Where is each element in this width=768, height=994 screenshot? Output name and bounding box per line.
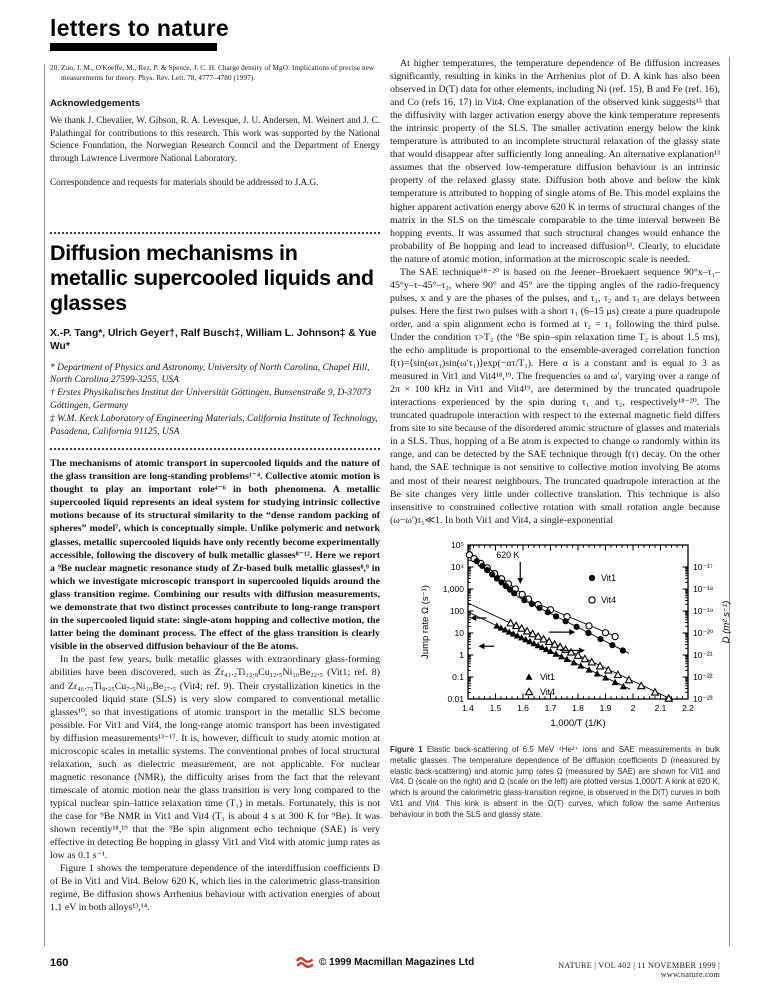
body-paragraph: The SAE technique¹⁸⁻²⁰ is based on the Jeener–Broekaert sequence 90°x–τ₁–45°y–τ–45°–τ₂, where 90° and 45° are the tipping angles of the radio-frequency pulses, x and y are the phases of the pulses, and τ₁, τ₂ and τ₃ are delays between pulses. Here the first two pulses with a short τ₁ (6–15 μs) create a pure quadrupole order, and a spin alignment echo is formed at τ₂ = τ₁ following the third pulse. Under the condition τ>T₂ (the ⁹Be spin–spin relaxation time T₂ is about 1.5 ms), the echo amplitude is proportional to the ensemble-averaged correlation function f(τ)=⟨sin(ωτ₁)sin(ω′τ₁)⟩exp(−ατ/T₁). Here α is a constant and is equal to 3 as measured in Vit1 and Vit4¹⁸,¹⁹. The frequencies ω and ω′, varying over a range of 2π × 100 kHz in Vit1 and Vit4¹⁹, are determined by the truncated quadrupole interactions experienced by the spin during τ₁ and τ₂, respectively¹⁸⁻²⁰. The truncated quadrupole interaction with respect to the external magnetic field differs from site to site because of the disordered atomic structure of glasses and materials in a SLS. Thus, hopping of a Be atom is expected to change ω randomly within its range, and can be detected by the SAE technique through f(τ) decay. On the other hand, the SAE technique is not sensitive to collective motion involving Be atoms and most of their nearest neighbours. The truncated quadrupole interaction at the Be site changes very little under collective translation. This technique is also insensitive to constrained collective rotation with small rotation angle because (ω−ω′)τ₁≪1. In both Vit1 and Vit4, a single-exponential: [390, 266, 720, 526]
dotted-divider: [50, 232, 380, 234]
figure-caption-text: Elastic back-scattering of 6.5 MeV ⁴He²⁺ ions and SAE measurements in bulk metallic glasses. The temperature dependence of Be diffusion coefficients D (measured by elastic back-scattering) and atomic jump rates Ω (measured by SAE) are shown for Vit1 and Vit4. D (scale on the right) and Ω (scale on the left) are plotted versus 1,000/T. A kink at 620 K, which is around the calorimetric glass-transition regime, is observed in the D(T) curves in both Vit1 and Vit4. This kink is absent in the Ω(T) curves, which follow the same Arrhenius behaviour in both the SLS and glassy state.: [390, 744, 721, 820]
svg-text:Vit4: Vit4: [540, 686, 555, 697]
svg-text:10⁻²³: 10⁻²³: [693, 693, 713, 704]
svg-text:10⁵: 10⁵: [451, 539, 464, 550]
y-axis-right-label: D (m² s⁻¹): [721, 600, 732, 643]
svg-text:2.1: 2.1: [654, 702, 667, 713]
legend-bottom: [526, 672, 556, 697]
svg-text:1.7: 1.7: [544, 702, 557, 713]
body-paragraph: Figure 1 shows the temperature dependence of the interdiffusion coefficients D of Be in Vit1 and Vit4. Below 620 K, which lies in the calorimetric glass-transition regime, Be diffusion shows Arrhenius behaviour with activation energies of about 1.1 eV in both alloys¹³,¹⁴.: [50, 863, 380, 914]
y-axis-left-label: Jump rate Ω (s⁻¹): [420, 584, 431, 659]
affiliations: [50, 362, 380, 439]
article-authors: X.-P. Tang*, Ulrich Geyer†, Ralf Busch‡, William L. Johnson‡ & Yue Wu*: [50, 327, 377, 352]
svg-text:1.5: 1.5: [489, 702, 502, 713]
affiliation: † Erstes Physikalisches Institut der Universität Göttingen, Bunsenstraße 9, D-37073 Göttingen, Germany: [50, 388, 372, 412]
svg-text:0.1: 0.1: [452, 671, 464, 682]
reference-item: 20. Zuo, J. M., O'Keeffe, M., Rez, P. & Spence, J. C. H. Charge density of MgO: Implications of precise new measurements for theory. Phys. Rev. Lett. 78, 4777–4780 (1997).: [50, 64, 375, 82]
svg-text:1.4: 1.4: [462, 702, 474, 713]
legend-top: [589, 573, 616, 605]
svg-text:10: 10: [454, 627, 464, 638]
right-column: [390, 57, 732, 821]
figure1-block: [390, 533, 732, 821]
svg-text:1,000: 1,000: [442, 583, 464, 594]
svg-text:1: 1: [459, 649, 464, 660]
figure1-caption: [390, 745, 720, 821]
svg-text:10⁻¹⁸: 10⁻¹⁸: [693, 583, 714, 594]
svg-text:10⁻²¹: 10⁻²¹: [693, 649, 713, 660]
acknowledgements-body: We thank J. Chevalier, W. Gibson, R. A. Levesque, J. U. Andersen, M. Weinert and J. C. Palathingal for contributions to this research. This work was supported by the National Science Foundation, the Norwegian Research Council and the Department of Energy through Lawrence Livermore National Laboratory.: [50, 115, 380, 163]
chart-frame: [468, 545, 688, 699]
svg-text:Vit4: Vit4: [601, 594, 616, 605]
article-title: Diffusion mechanisms in metallic supercooled liquids and glasses: [50, 240, 374, 315]
copyright-line: [296, 956, 474, 969]
journal-info: NATURE | VOL 402 | 11 NOVEMBER 1999 | www.nature.com: [558, 961, 720, 979]
copyright-text: © 1999 Macmillan Magazines Ltd: [319, 957, 475, 968]
series-vit4-d: [466, 551, 618, 639]
svg-text:1.9: 1.9: [599, 702, 612, 713]
svg-text:Vit1: Vit1: [540, 671, 555, 682]
figure1-chart: [390, 533, 738, 737]
svg-text:620 K: 620 K: [496, 549, 520, 560]
left-column: [50, 64, 380, 914]
svg-text:10⁻²²: 10⁻²²: [693, 671, 713, 682]
page-number: 160: [50, 957, 69, 969]
y-axis-left: [420, 540, 474, 704]
masthead: [50, 16, 229, 51]
svg-text:1.6: 1.6: [517, 702, 529, 713]
body-paragraph: In the past few years, bulk metallic glasses with extraordinary glass-forming abilities have been discovered, such as Zr₄₁.₂Ti₁₃.₈Cu₁₂.₅Ni₁₀Be₂₂.₅ (Vit1; ref. 8) and Zr₄₆.₇₅Ti₈.₂₅Cu₇.₅Ni₁₀Be₂₇.₅ (Vit4; ref. 9). Their crystallization kinetics in the supercooled liquid state (SLS) is very slow compared to conventional metallic glasses¹⁰, so that investigations of atomic transport in the metallic SLS become possible. For Vit1 and Vit4, the long-range atomic transport has been investigated by diffusion measurements¹³⁻¹⁷. It is, however, difficult to study atomic motion at microscopic scales in metallic systems. The conventional probes of local structural relaxation, such as dielectric measurement, are not applicable. For nuclear magnetic resonance (NMR), the difficulty arises from the fact that the relevant timescale of atomic motion near the glass transition is very long compared to the typical nuclear spin–lattice relaxation time (T₁) in metals. Fortunately, this is not the case for ⁹Be NMR in Vit1 and Vit4 (T₁ is about 4 s at 300 K for ⁹Be). It was shown recently¹⁸,¹⁹ that the ⁹Be spin alignment echo technique (SAE) is very effective in detecting Be hopping in glassy Vit1 and Vit4 with atomic jump rates as low as 0.1 s⁻¹.: [50, 654, 380, 862]
x-axis-label: 1,000/T (1/K): [550, 717, 606, 729]
svg-text:1.8: 1.8: [572, 702, 584, 713]
svg-text:10⁻²⁰: 10⁻²⁰: [693, 627, 714, 638]
correspondence-note: Correspondence and requests for materials should be addressed to J.A.G.: [50, 176, 319, 187]
svg-text:Vit1: Vit1: [601, 572, 616, 583]
figure1-plot-svg: [390, 533, 738, 737]
macmillan-logo-icon: [296, 956, 314, 969]
figure-label: Figure 1: [390, 744, 423, 754]
page-title: letters to nature: [50, 15, 229, 41]
column-rule-left: [44, 64, 45, 946]
svg-text:10⁴: 10⁴: [450, 561, 464, 572]
article-abstract: The mechanisms of atomic transport in supercooled liquids and the nature of the glass transition are long-standing problems¹⁻⁴. Collective atomic motion is thought to play an important role⁴⁻⁶ in both phenomena. A metallic supercooled liquid represents an ideal system for studying intrinsic collective motions because of its structural similarity to the “dense random packing of spheres” model⁷, which is conceptually simple. Unlike polymeric and network glasses, metallic supercooled liquids have only recently become experimentally accessible, following the discovery of bulk metallic glasses⁸⁻¹². Here we report a ⁹Be nuclear magnetic resonance study of Zr-based bulk metallic glasses⁸,⁹ in which we investigate microscopic transport in supercooled liquids around the glass transition regime. Combining our results with diffusion measurements, we demonstrate that two distinct processes contribute to long-range transport in the supercooled liquid state: single-atom hopping and collective motion, the latter being the dominant process. The effect of the glass transition is clearly visible in the observed diffusion behaviour of the Be atoms.: [50, 458, 380, 653]
svg-text:10⁻¹⁹: 10⁻¹⁹: [693, 605, 714, 616]
svg-text:10⁻¹⁷: 10⁻¹⁷: [693, 561, 713, 572]
body-paragraph: At higher temperatures, the temperature dependence of Be diffusion increases significantly, resulting in kinks in the Arrhenius plot of D. A kink has also been observed in D(T) data for other elements, including Ni (ref. 15), B and Fe (ref. 16), and Co (refs 16, 17) in Vit4. One explanation of the observed kink suggests¹⁵ that the diffusivity with larger activation energy above the kink temperature represents the intrinsic property of the SLS. The smaller activation energy below the kink temperature is attributed to an incomplete structural relaxation of the glassy state that would disappear after sufficiently long annealing. An alternative explanation¹³ assumes that the observed low-temperature diffusion behaviour is an intrinsic property of the relaxed glassy state. Diffusion both above and below the kink temperature is attributed to hopping of single atoms of Be. This model explains the higher apparent activation energy above 620 K in terms of structural changes of the matrix in the SLS on the timescale comparable to the time interval between Be hopping events. It was assumed that such structural changes would enhance the probability of Be hopping and lead to increased diffusion¹³. Clearly, to elucidate the nature of atomic motion, information at the microscopic scale is needed.: [390, 58, 720, 265]
svg-text:2.2: 2.2: [682, 702, 694, 713]
dotted-divider: [50, 448, 380, 450]
affiliation: ‡ W.M. Keck Laboratory of Engineering Materials, California Institute of Technology, Pasadena, California 91125, USA: [50, 414, 378, 438]
y-axis-right: [683, 562, 733, 704]
masthead-rule: [50, 43, 217, 51]
svg-text:0.01: 0.01: [447, 693, 464, 704]
svg-text:100: 100: [449, 605, 464, 616]
affiliation: * Department of Physics and Astronomy, University of North Carolina, Chapel Hill, North Carolina 27599-3255, USA: [50, 362, 370, 386]
svg-text:2: 2: [630, 702, 636, 713]
column-rule-right: [729, 57, 730, 946]
acknowledgements-heading: Acknowledgements: [50, 98, 141, 110]
